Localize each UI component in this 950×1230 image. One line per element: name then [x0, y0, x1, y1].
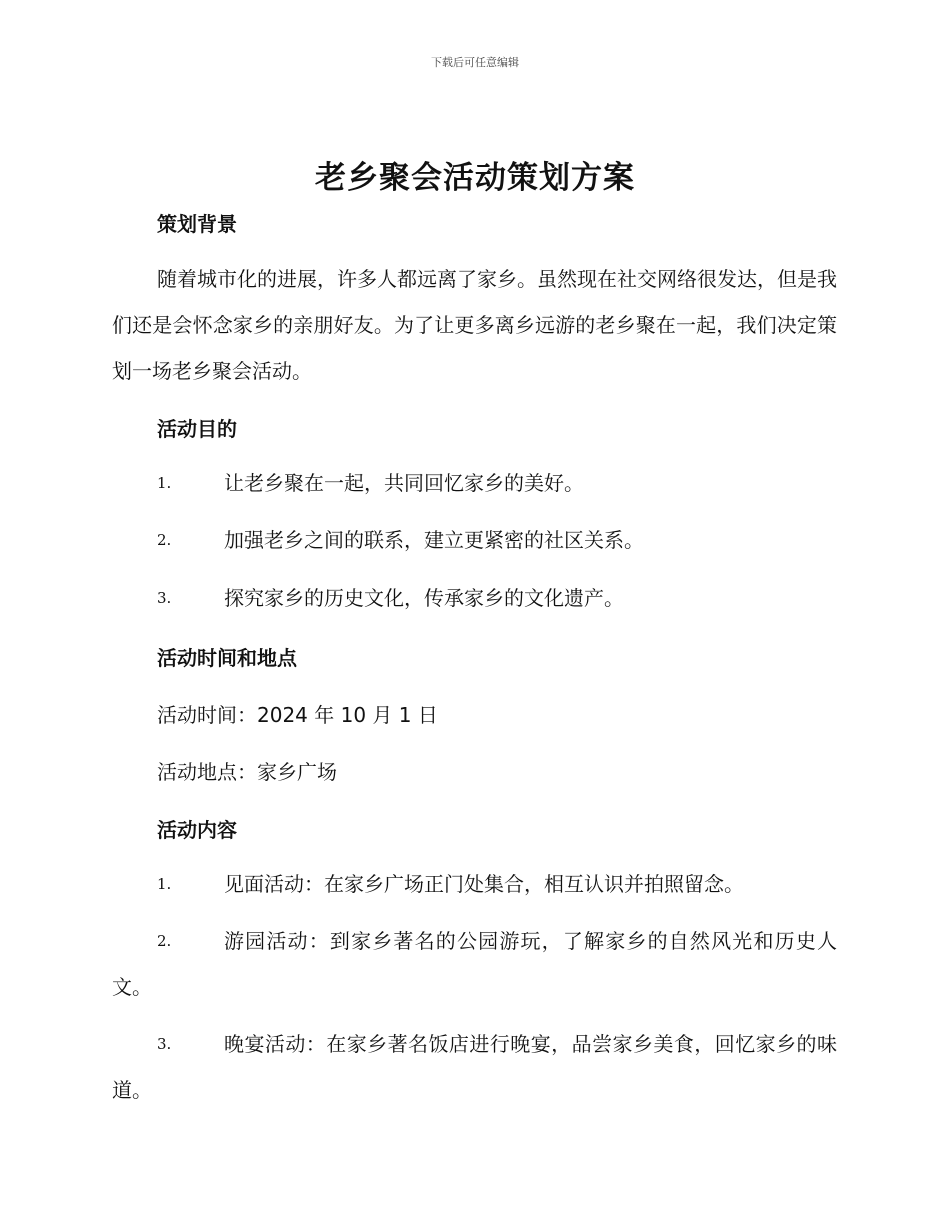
activity-place-line: 活动地点：家乡广场 [157, 760, 337, 784]
list-text: 游园活动：到家乡著名的公园游玩，了解家乡的自然风光和历史人文。 [112, 929, 837, 999]
list-number: 2. [157, 531, 172, 549]
list-text: 让老乡聚在一起，共同回忆家乡的美好。 [224, 471, 584, 495]
page-header-note: 下载后可任意编辑 [431, 56, 519, 69]
heading-purpose: 活动目的 [157, 417, 237, 441]
list-text: 加强老乡之间的联系，建立更紧密的社区关系。 [224, 528, 644, 552]
list-number: 3. [157, 1035, 172, 1053]
list-number: 1. [157, 474, 172, 492]
list-number: 3. [157, 589, 172, 607]
heading-background: 策划背景 [157, 212, 237, 236]
purpose-list-item [112, 517, 837, 563]
heading-time-place: 活动时间和地点 [157, 646, 297, 670]
purpose-list-item [112, 460, 837, 506]
content-list-item [112, 918, 837, 1010]
purpose-list-item [112, 575, 837, 621]
list-text: 探究家乡的历史文化，传承家乡的文化遗产。 [224, 586, 624, 610]
list-text: 晚宴活动：在家乡著名饭店进行晚宴，品尝家乡美食，回忆家乡的味道。 [112, 1032, 837, 1102]
content-list-item [112, 1021, 837, 1113]
list-number: 2. [157, 932, 172, 950]
content-list-item [112, 861, 837, 907]
paragraph-background: 随着城市化的进展，许多人都远离了家乡。虽然现在社交网络很发达，但是我们还是会怀念家乡的亲朋好友。为了让更多离乡远游的老乡聚在一起，我们决定策划一场老乡聚会活动。 [112, 267, 837, 383]
list-text: 见面活动：在家乡广场正门处集合，相互认识并拍照留念。 [224, 872, 744, 896]
list-number: 1. [157, 875, 172, 893]
heading-content: 活动内容 [157, 818, 237, 842]
document-title: 老乡聚会活动策划方案 [315, 160, 635, 196]
activity-time-line: 活动时间：2024 年 10 月 1 日 [157, 703, 438, 727]
